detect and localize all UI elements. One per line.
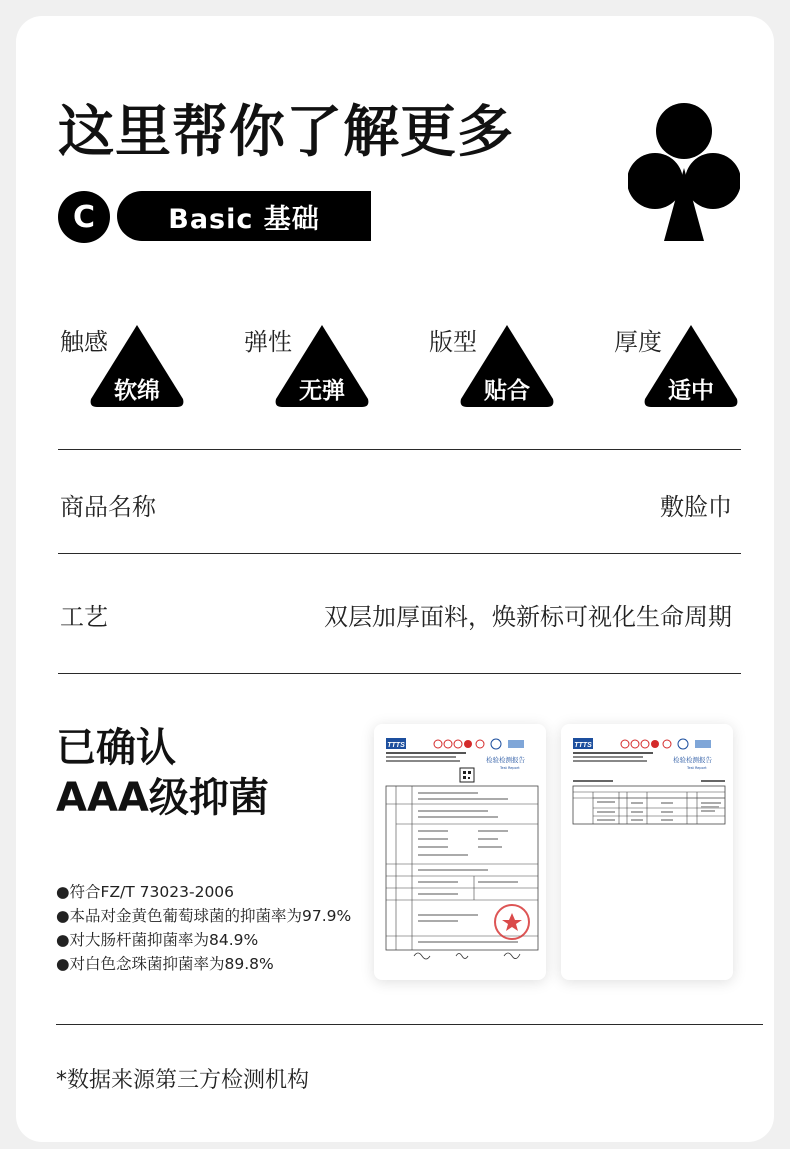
test-report-image xyxy=(374,724,546,980)
attr-label-touch: 触感 xyxy=(60,328,108,356)
antibacterial-bullets xyxy=(56,880,351,976)
product-name-label: 商品名称 xyxy=(60,493,156,521)
bullet-item: ●符合FZ/T 73023-2006 xyxy=(56,883,235,901)
grade-badge: C xyxy=(58,191,110,243)
craft-label: 工艺 xyxy=(60,603,108,631)
craft-value: 双层加厚面料，焕新标可视化生命周期 xyxy=(324,603,732,631)
divider xyxy=(58,553,741,554)
attr-label-fit: 版型 xyxy=(429,328,477,356)
source-note: *数据来源第三方检测机构 xyxy=(56,1068,310,1093)
product-name-value: 敷脸巾 xyxy=(660,493,732,521)
attr-value-fit: 贴合 xyxy=(484,378,530,404)
attr-value-elasticity: 无弹 xyxy=(299,378,345,404)
attr-value-thickness: 适中 xyxy=(668,378,714,404)
report-subtitle: Test Report xyxy=(500,766,520,770)
divider xyxy=(56,1024,763,1025)
divider xyxy=(58,673,741,674)
attr-label-thickness: 厚度 xyxy=(614,328,662,356)
attr-value-touch: 软绵 xyxy=(114,378,160,404)
bullet-item: ●本品对金黄色葡萄球菌的抑菌率为97.9% xyxy=(56,907,352,925)
report-logo: TTTS xyxy=(387,742,405,749)
test-report-image xyxy=(561,724,733,980)
page-title: 这里帮你了解更多 xyxy=(58,100,514,165)
test-report-document xyxy=(374,724,546,980)
test-report-document xyxy=(561,724,733,980)
club-icon xyxy=(628,102,740,242)
report-subtitle: Test Report xyxy=(687,766,707,770)
antibacterial-heading-line1: 已确认 xyxy=(56,725,176,771)
antibacterial-heading-line2: AAA级抑菌 xyxy=(56,775,269,821)
report-title: 检验检测报告 xyxy=(486,756,525,764)
bullet-item: ●对白色念珠菌抑菌率为89.8% xyxy=(56,955,274,973)
attr-label-elasticity: 弹性 xyxy=(244,328,292,356)
report-logo: TTTS xyxy=(574,742,592,749)
bullet-item: ●对大肠杆菌抑菌率为84.9% xyxy=(56,931,259,949)
divider xyxy=(58,449,741,450)
report-title: 检验检测报告 xyxy=(673,756,712,764)
grade-label: Basic 基础 xyxy=(117,191,371,241)
